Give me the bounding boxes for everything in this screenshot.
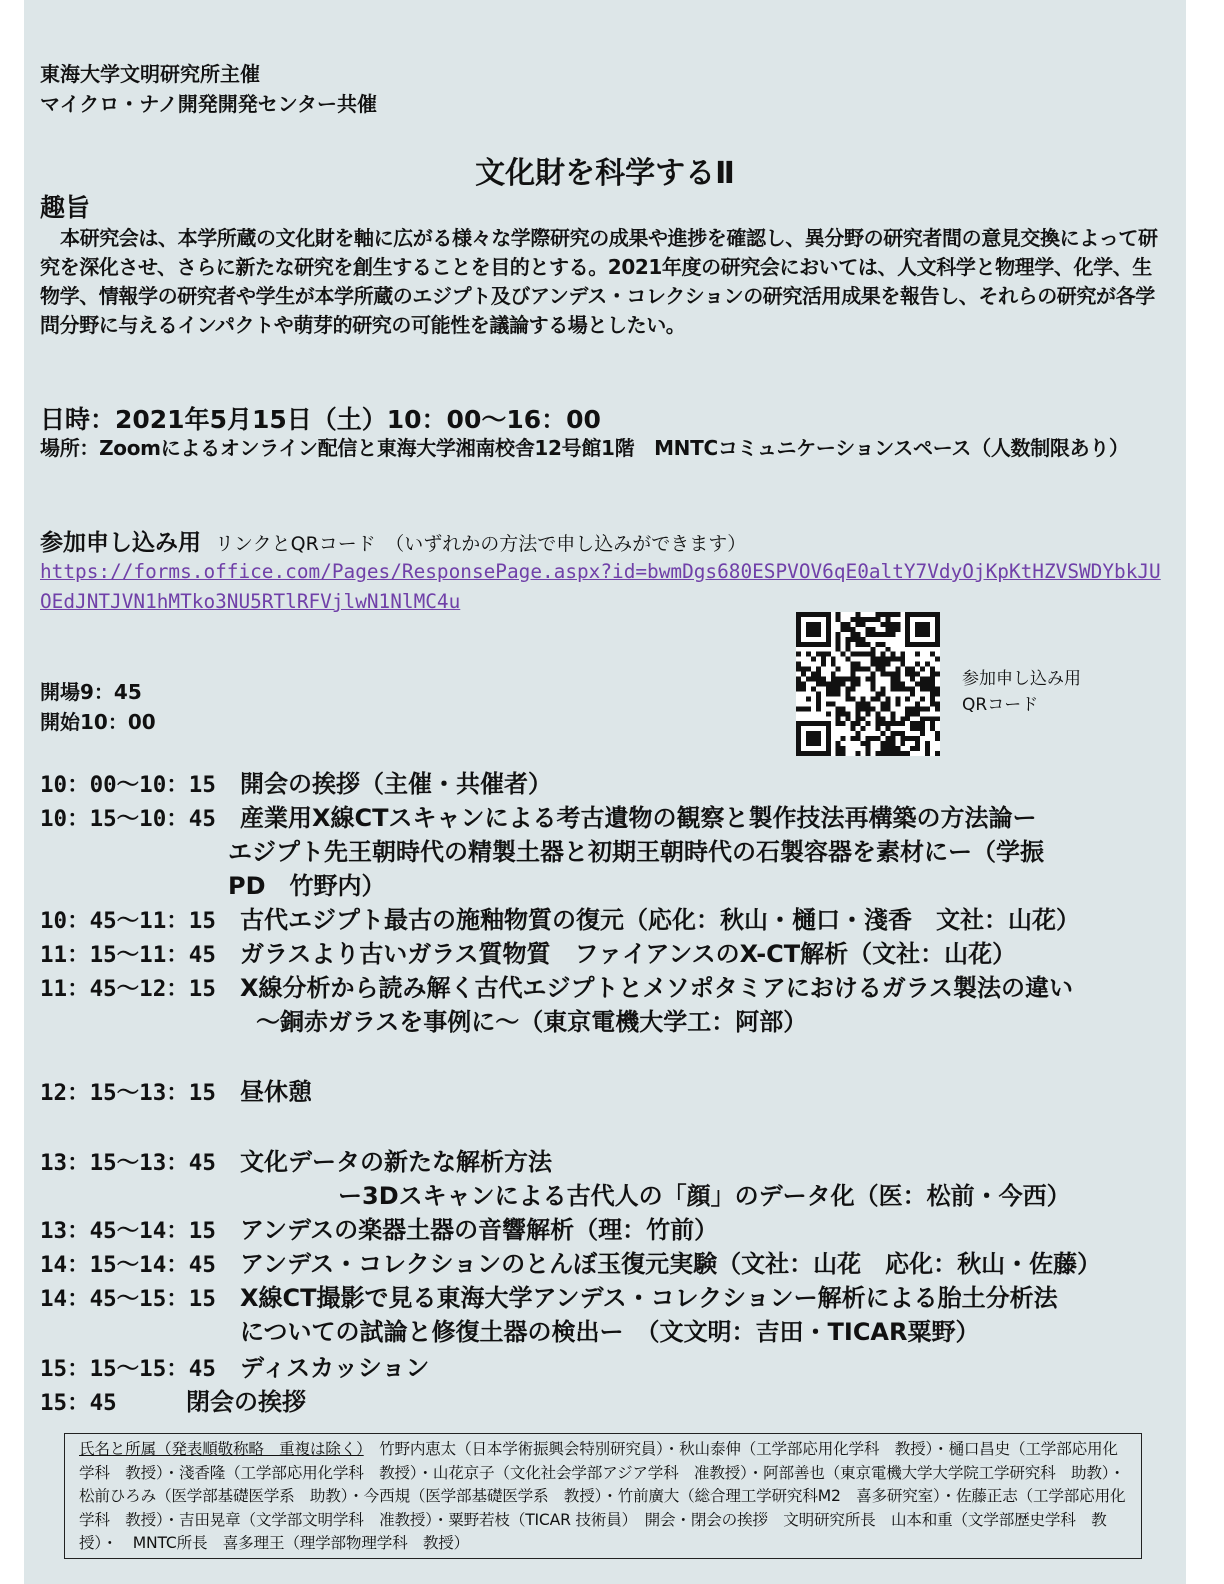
page-title: 文化財を科学するⅡ	[475, 156, 735, 191]
schedule-row-5-cont: ～銅赤ガラスを事例に～（東京電機大学工：阿部）	[256, 1008, 808, 1036]
schedule-title: ガラスより古いガラス質物質 ファイアンスのX-CT解析（文社：山花）	[240, 940, 1017, 968]
doors-open-time: 開場9：45	[40, 680, 142, 704]
schedule-title: 閉会の挨拶	[186, 1388, 306, 1416]
schedule-title: 開会の挨拶（主催・共催者）	[240, 770, 552, 798]
schedule-row-9	[40, 1244, 1101, 1279]
host-organizer: 東海大学文明研究所主催	[40, 62, 260, 86]
registration-subtitle: リンクとQRコード （いずれかの方法で申し込みができます）	[215, 533, 747, 555]
schedule-row-8	[40, 1210, 718, 1245]
flyer-page	[24, 0, 1186, 1584]
schedule-row-7-cont: ー3Dスキャンによる古代人の「顔」のデータ化（医：松前・今西）	[338, 1182, 1071, 1210]
registration-label: 参加申し込み用	[40, 530, 201, 556]
schedule-row-4	[40, 934, 1016, 969]
schedule-time: 10：45～11：15	[40, 908, 216, 934]
schedule-row-lunch	[40, 1072, 312, 1107]
schedule-row-3	[40, 900, 1080, 935]
schedule-time: 13：45～14：15	[40, 1218, 216, 1244]
schedule-row-11	[40, 1348, 429, 1383]
schedule-time: 10：00～10：15	[40, 772, 216, 798]
presenter-affiliations	[79, 1438, 1131, 1556]
affiliations-label: 氏名と所属（発表順敬称略 重複は除く）	[79, 1440, 364, 1458]
schedule-title: 産業用X線CTスキャンによる考古遺物の観察と製作技法再構築の方法論ー	[240, 804, 1037, 832]
qr-caption-line-2: QRコード	[962, 695, 1039, 715]
purpose-text: 本研究会は、本学所蔵の文化財を軸に広がる様々な学際研究の成果や進捗を確認し、異分野の研究者間の意見交換によって研究を深化させ、さらに新たな研究を創生することを目的とする。2021年度の研究会においては、人文科学と物理学、化学、生物学、情報学の研究者や学生が本学所蔵のエジプト及びアンデス・コレクションの研究活用成果を報告し、それらの研究が各学問分野に与えるインパクトや萌芽的研究の可能性を議論する場としたい。	[40, 226, 1158, 337]
schedule-title: X線CT撮影で見る東海大学アンデス・コレクションー解析による胎土分析法	[240, 1284, 1058, 1312]
schedule-title: ディスカッション	[240, 1354, 430, 1382]
qr-code-image	[796, 612, 940, 756]
schedule-time: 15：15～15：45	[40, 1356, 216, 1382]
schedule-row-7	[40, 1142, 552, 1177]
schedule-time: 14：45～15：15	[40, 1286, 216, 1312]
schedule-title: 昼休憩	[240, 1078, 312, 1106]
affiliations-text: 竹野内恵太（日本学術振興会特別研究員）・秋山泰伸（工学部応用化学科 教授）・樋口昌史（工学部応用化学科 教授）・淺香隆（工学部応用化学科 教授）・山花京子（文化社会学部アジア学科 准教授）・阿部善也（東京電機大学大学院工学研究科 助教）・松前ひろみ（医学部基礎医学系 助教）・今西規（医学部基礎医学系 教授）・竹前廣大（総合理工学研究科M2 喜多研究室）・佐藤正志（工学部応用化学科 教授）・吉田晃章（文学部文明学科 准教授）・粟野若枝（TICAR 技術員） 開会・閉会の挨拶 文明研究所長 山本和重（文学部歴史学科 教授）・ MNTC所長 喜多理王（理学部物理学科 教授）	[79, 1440, 1126, 1552]
schedule-time: 14：15～14：45	[40, 1252, 216, 1278]
qr-caption-line-1: 参加申し込み用	[962, 669, 1081, 689]
schedule-title: アンデスの楽器土器の音響解析（理：竹前）	[240, 1216, 719, 1244]
schedule-time: 11：45～12：15	[40, 976, 216, 1002]
schedule-row-5	[40, 968, 1073, 1003]
schedule-time: 15：45	[40, 1390, 117, 1416]
event-venue: 場所：Zoomによるオンライン配信と東海大学湘南校舎12号館1階 MNTCコミュニケーションスペース（人数制限あり）	[40, 436, 1129, 460]
schedule-title: 文化データの新たな解析方法	[240, 1148, 552, 1176]
schedule-row-1	[40, 764, 552, 799]
schedule-time: 13：15～13：45	[40, 1150, 216, 1176]
presenter-affiliations-box	[64, 1433, 1142, 1559]
cohost-organizer: マイクロ・ナノ開発開発センター共催	[40, 92, 377, 116]
schedule-title: アンデス・コレクションのとんぼ玉復元実験（文社：山花 応化：秋山・佐藤）	[240, 1250, 1102, 1278]
purpose-heading: 趣旨	[40, 193, 91, 222]
schedule-row-2	[40, 798, 1037, 833]
registration-link[interactable]: https://forms.office.com/Pages/ResponsePage.aspx?id=bwmDgs680ESPVOV6qE0altY7VdyOjKpKtHZVSWDYbkJUOEdJNTJVN1hMTko3NU5RTlRFVjlwN1NlMC4u	[40, 560, 1161, 613]
schedule-title: X線分析から読み解く古代エジプトとメソポタミアにおけるガラス製法の違い	[240, 974, 1074, 1002]
start-time: 開始10：00	[40, 710, 156, 734]
registration-heading	[40, 524, 746, 557]
schedule-row-10-cont: についての試論と修復土器の検出ー （文文明：吉田・TICAR粟野）	[240, 1318, 980, 1346]
event-datetime: 日時：2021年5月15日（土）10：00～16：00	[40, 405, 601, 434]
schedule-row-12	[40, 1382, 306, 1417]
schedule-time: 11：15～11：45	[40, 942, 216, 968]
schedule-title: 古代エジプト最古の施釉物質の復元（応化：秋山・樋口・淺香 文社：山花）	[240, 906, 1080, 934]
schedule-time: 10：15～10：45	[40, 806, 216, 832]
schedule-row-10	[40, 1278, 1058, 1313]
schedule-row-2-cont-1: エジプト先王朝時代の精製土器と初期王朝時代の石製容器を素材にー（学振	[228, 838, 1044, 866]
schedule-row-2-cont-2: PD 竹野内）	[228, 872, 386, 900]
schedule-time: 12：15～13：15	[40, 1080, 216, 1106]
qr-caption	[962, 666, 1081, 718]
